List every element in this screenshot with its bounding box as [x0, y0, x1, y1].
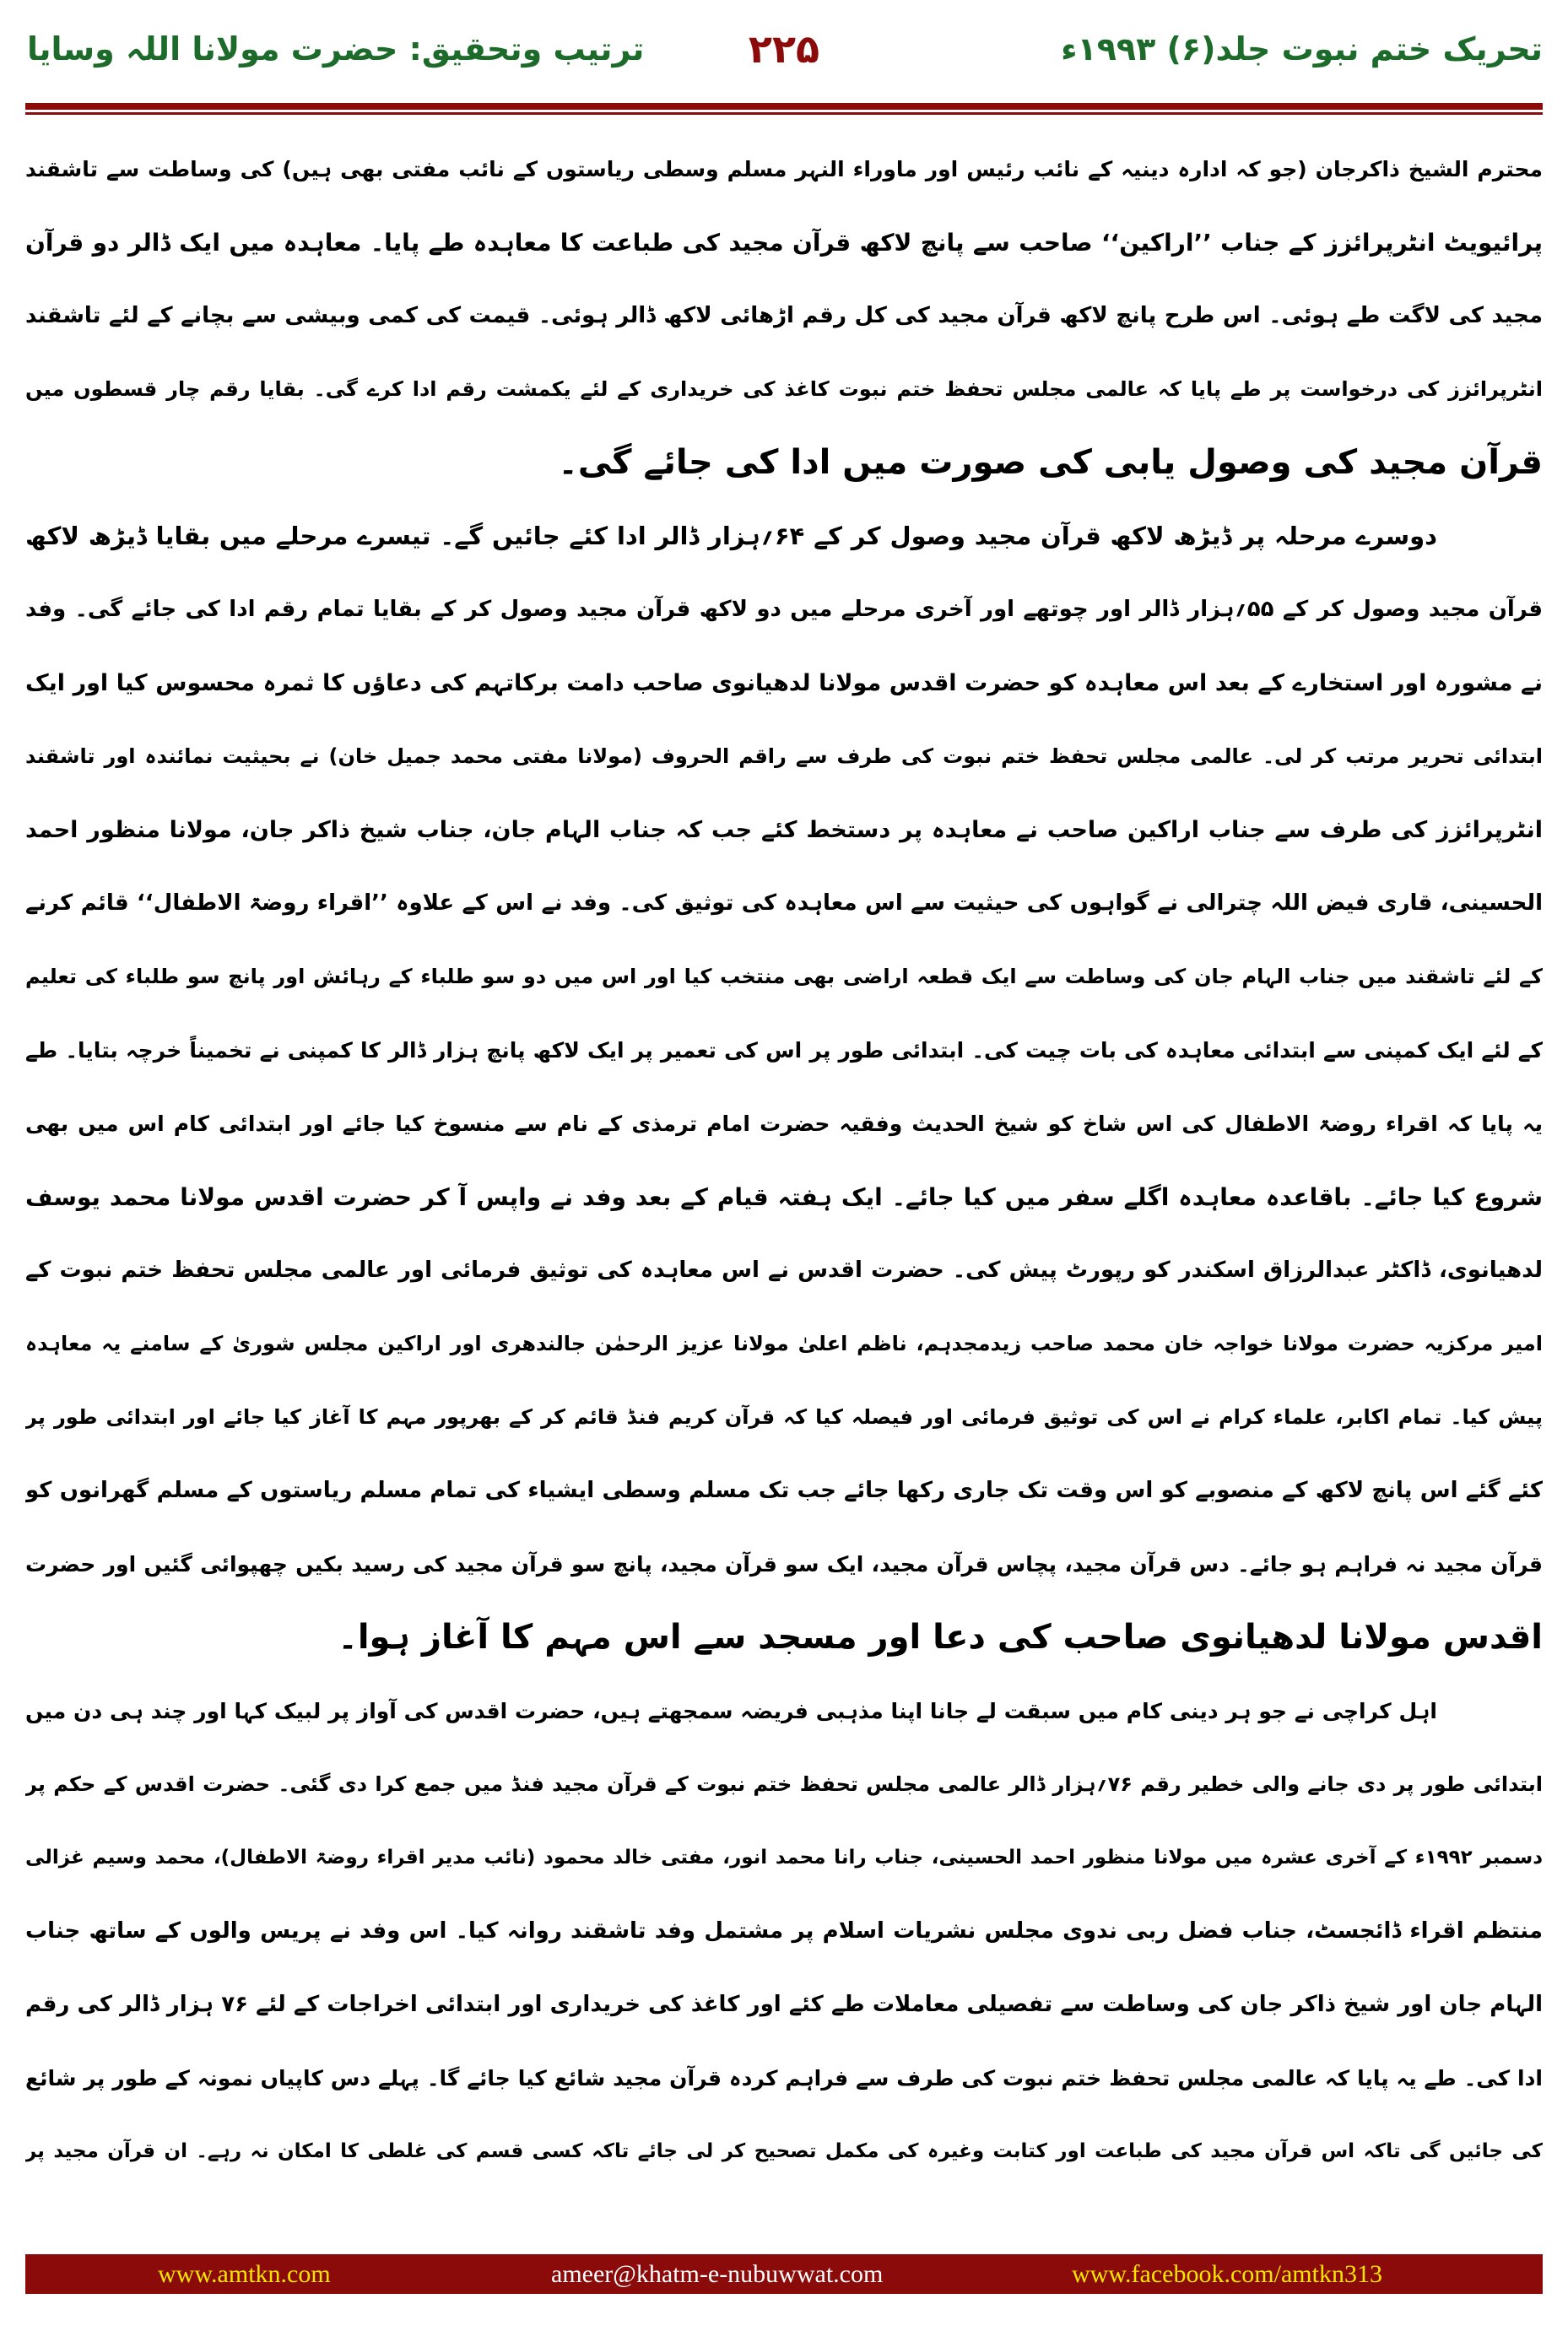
- text-line: محترم الشیخ ذاکرجان (جو کہ ادارہ دینیہ کے نائب رئیس اور ماوراء النہر مسلم وسطی ریاستوں کے نائب مفتی بھی ہیں) کی وساطت سے تاشقند: [25, 157, 1543, 181]
- facebook-link[interactable]: www.facebook.com/amtkn313: [1072, 2259, 1382, 2288]
- text-line: امیر مرکزیہ حضرت مولانا خواجہ خان محمد صاحب زیدمجدہم، ناظم اعلیٰ مولانا عزیز الرحمٰن جالندھری اور اراکین مجلس شوریٰ کے سامنے یہ معاہدہ: [25, 1332, 1543, 1355]
- compiler-credit: ترتیب وتحقیق: حضرت مولانا اللہ وسایا: [27, 30, 645, 68]
- document-body: [25, 133, 1543, 2188]
- text-line: اہل کراچی نے جو ہر دینی کام میں سبقت لے جانا اپنا مذہبی فریضہ سمجھتے ہیں، حضرت اقدس کی آواز پر لبیک کہا اور چند ہی دن میں: [25, 1699, 1437, 1723]
- text-line: مجید کی لاگت طے ہوئی۔ اس طرح پانچ لاکھ قرآن مجید کی کل رقم اڑھائی لاکھ ڈالر ہوئی۔ قیمت کی کمی وبیشی سے بچانے کے لئے تاشقند: [25, 303, 1543, 328]
- text-line: کی جائیں گی تاکہ اس قرآن مجید کی طباعت اور کتابت وغیرہ کی مکمل تصحیح کر لی جائے تاکہ کسی قسم کی غلطی کا امکان نہ رہے۔ ان قرآن مجید پر: [25, 2140, 1543, 2162]
- header-rule-thick: [25, 103, 1543, 110]
- text-line: انٹرپرائزز کی طرف سے جناب اراکین صاحب نے معاہدہ پر دستخط کئے جب کہ جناب الہام جان، جناب شیخ ذاکر جان، مولانا منظور احمد: [25, 817, 1543, 843]
- text-line: الحسینی، قاری فیض اللہ چترالی نے گواہوں کی حیثیت سے اس معاہدہ کی توثیق کی۔ وفد نے اس کے علاوہ ’’اقراء روضۃ الاطفال‘‘ قائم کرنے: [25, 890, 1543, 916]
- text-line: کے لئے تاشقند میں جناب الہام جان کی وساطت سے ایک قطعہ اراضی بھی منتخب کیا اور اس میں دو سو طلباء کے رہائش اور پانچ سو طلباء کی تعلیم: [25, 965, 1543, 988]
- book-title: تحریک ختم نبوت جلد(۶) ۱۹۹۳ء: [1061, 30, 1543, 68]
- text-line: لدھیانوی، ڈاکٹر عبدالرزاق اسکندر کو رپورٹ پیش کی۔ حضرت اقدس نے اس معاہدہ کی توثیق فرمائی اور عالمی مجلس تحفظ ختم نبوت کے: [25, 1258, 1543, 1283]
- text-line: الہام جان اور شیخ ذاکر جان کی وساطت سے تفصیلی معاملات طے کئے اور کاغذ کی خریداری اور ابتدائی اخراجات کے لئے ۷۶ ہزار ڈالر کی رقم: [25, 1992, 1543, 2017]
- text-line: منتظم اقراء ڈائجسٹ، جناب فضل ربی ندوی مجلس نشریات اسلام پر مشتمل وفد تاشقند روانہ کیا۔ اس وفد نے پریس والوں کے ساتھ جناب: [25, 1918, 1543, 1944]
- footer-bar: [25, 2254, 1543, 2294]
- text-line: اقدس مولانا لدھیانوی صاحب کی دعا اور مسجد سے اس مہم کا آغاز ہوا۔: [338, 1618, 1543, 1657]
- page-number: ۲۲۵: [748, 26, 820, 72]
- paragraph: [25, 133, 1543, 500]
- email-link[interactable]: ameer@khatm-e-nubuwwat.com: [551, 2259, 884, 2288]
- text-line: قرآن مجید وصول کر کے ۵۵؍ہزار ڈالر اور چوتھے اور آخری مرحلے میں دو لاکھ قرآن مجید وصول کر کے بقایا تمام رقم ادا کی جائے گی۔ وفد: [25, 597, 1543, 622]
- text-line: ادا کی۔ طے یہ پایا کہ عالمی مجلس تحفظ ختم نبوت کی طرف سے فراہم کردہ قرآن مجید شائع کیا جائے گا۔ پہلے دس کاپیاں نمونہ کے طور پر شائع: [25, 2066, 1543, 2090]
- text-line: پیش کیا۔ تمام اکابر، علماء کرام نے اس کی توثیق فرمائی اور فیصلہ کیا کہ قرآن کریم فنڈ قائم کر کے بھرپور مہم کا آغاز کیا جائے اور ابتدائی طور پر: [25, 1405, 1543, 1429]
- text-line: قرآن مجید نہ فراہم ہو جائے۔ دس قرآن مجید، پچاس قرآن مجید، ایک سو قرآن مجید، پانچ سو قرآن مجید کی رسید بکیں چھپوائی گئیں اور حضرت: [25, 1552, 1543, 1577]
- text-line: کے لئے ایک کمپنی سے ابتدائی معاہدہ کی بات چیت کی۔ ابتدائی طور پر اس کی تعمیر پر ایک لاکھ پانچ ہزار ڈالر کا کمپنی نے تخمیناً خرچہ بتایا۔ طے: [25, 1038, 1543, 1063]
- text-line: پرائیویٹ انٹرپرائزز کے جناب ’’اراکین‘‘ صاحب سے پانچ لاکھ قرآن مجید کی طباعت کا معاہدہ طے پایا۔ معاہدہ میں ایک ڈالر دو قرآن: [25, 229, 1543, 257]
- text-line: انٹرپرائزز کی درخواست پر طے پایا کہ عالمی مجلس تحفظ ختم نبوت کاغذ کی خریداری کے لئے یکمشت رقم ادا کرے گی۔ بقایا رقم چار قسطوں میں: [25, 377, 1543, 401]
- paragraph: [25, 500, 1543, 1674]
- text-line: ابتدائی تحریر مرتب کر لی۔ عالمی مجلس تحفظ ختم نبوت کی طرف سے راقم الحروف (مولانا مفتی محمد جمیل خان) نے بحیثیت نمائندہ اور تاشقند: [25, 744, 1543, 768]
- text-line: یہ پایا کہ اقراء روضۃ الاطفال کی اس شاخ کو شیخ الحدیث وفقیہ حضرت امام ترمذی کے نام سے منسوخ کیا جائے اور ابتدائی کام اس میں بھی: [25, 1112, 1543, 1136]
- header-rule-thin: [25, 112, 1543, 115]
- text-line: دسمبر ۱۹۹۲ء کے آخری عشرہ میں مولانا منظور احمد الحسینی، جناب رانا محمد انور، مفتی خالد محمود (نائب مدیر اقراء روضۃ الاطفال)، محمد وسیم غزالی: [25, 1847, 1543, 1869]
- text-line: شروع کیا جائے۔ باقاعدہ معاہدہ اگلے سفر میں کیا جائے۔ ایک ہفتہ قیام کے بعد وفد نے واپس آ کر حضرت اقدس مولانا محمد یوسف: [25, 1183, 1543, 1211]
- paragraph: [25, 1674, 1543, 2188]
- text-line: ابتدائی طور پر دی جانے والی خطیر رقم ۷۶؍ہزار ڈالر عالمی مجلس تحفظ ختم نبوت کے قرآن مجید فنڈ میں جمع کرا دی گئی۔ حضرت اقدس کے حکم پر: [25, 1772, 1543, 1796]
- text-line: نے مشورہ اور استخارے کے بعد اس معاہدہ کو حضرت اقدس مولانا لدھیانوی صاحب دامت برکاتہم کی دعاؤں کا ثمرہ محسوس کیا اور ایک: [25, 670, 1543, 696]
- website-link[interactable]: www.amtkn.com: [158, 2259, 331, 2288]
- text-line: دوسرے مرحلہ پر ڈیڑھ لاکھ قرآن مجید وصول کر کے ۶۴؍ہزار ڈالر ادا کئے جائیں گے۔ تیسرے مرحلے میں بقایا ڈیڑھ لاکھ: [25, 522, 1438, 550]
- text-line: کئے گئے اس پانچ لاکھ کے منصوبے کو اس وقت تک جاری رکھا جائے جب تک مسلم وسطی ایشیاء کی تمام مسلم ریاستوں کے مسلم گھرانوں کو: [25, 1478, 1543, 1503]
- text-line: قرآن مجید کی وصول یابی کی صورت میں ادا کی جائے گی۔: [558, 443, 1543, 482]
